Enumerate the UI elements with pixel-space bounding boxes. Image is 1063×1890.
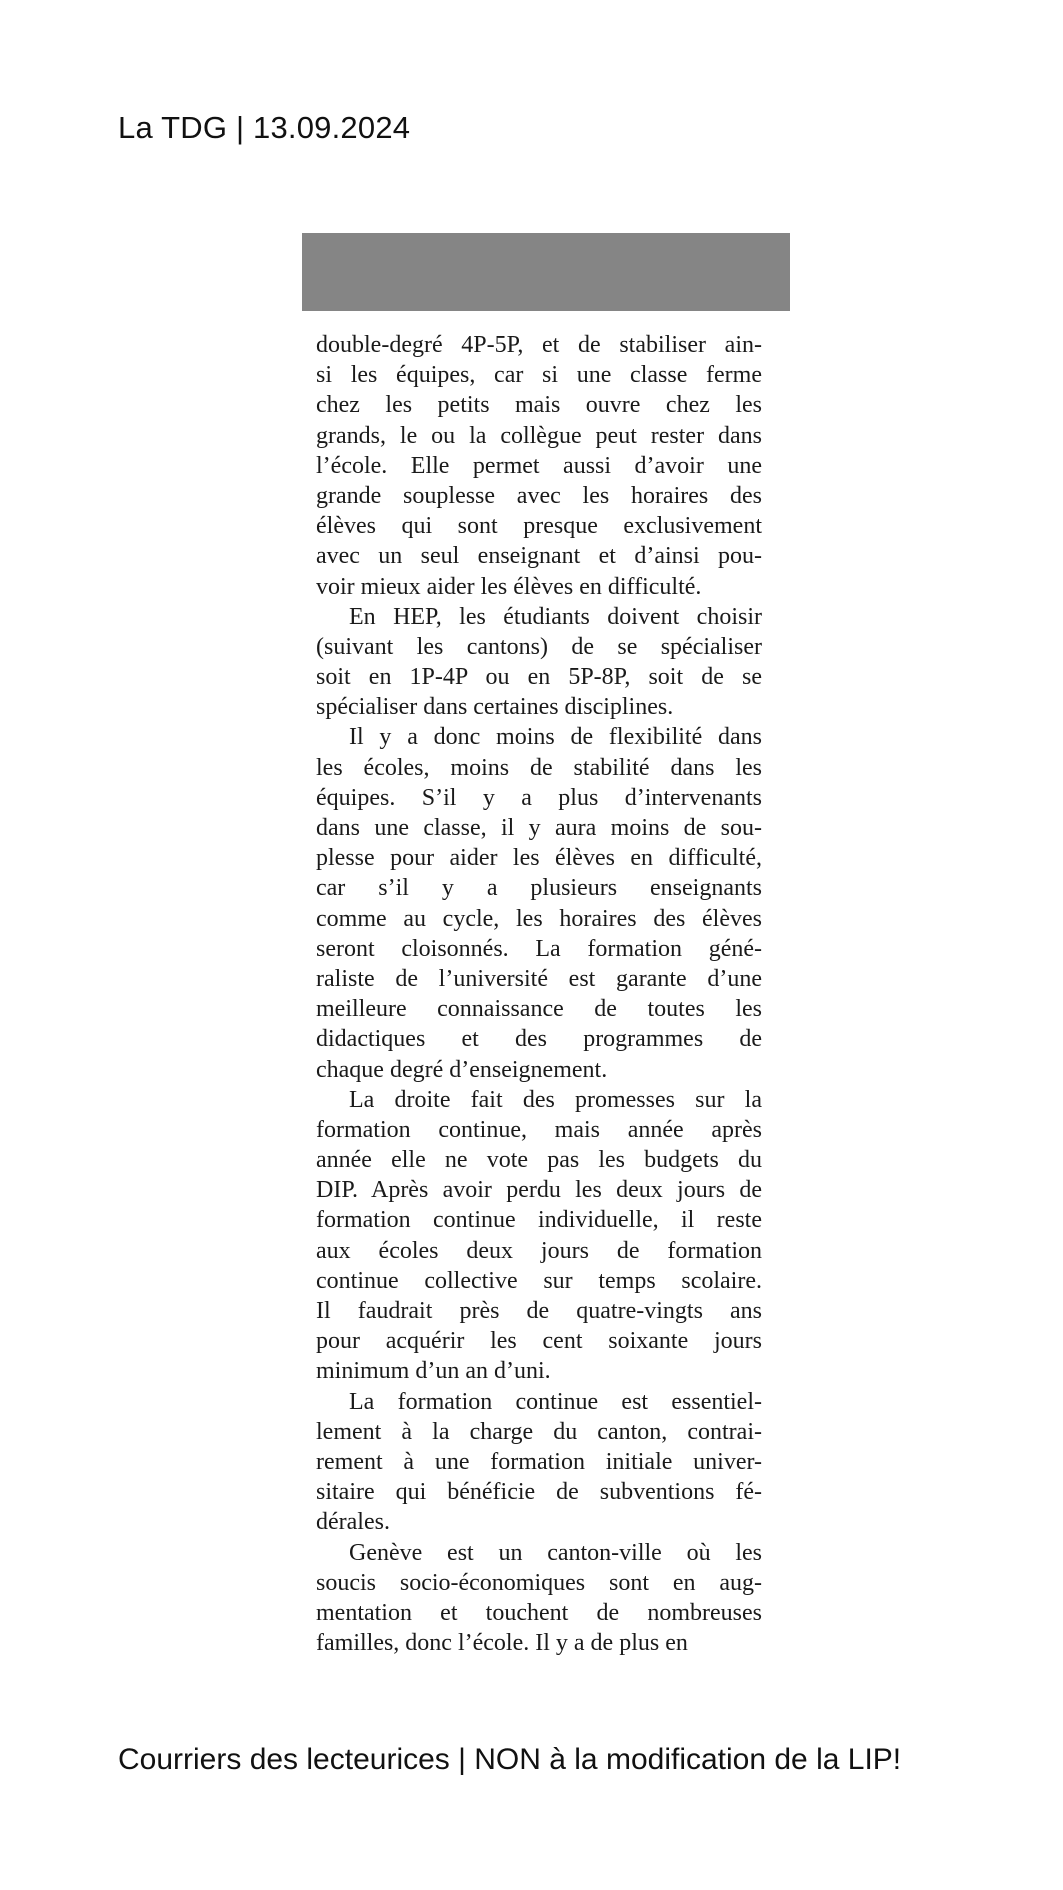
- article-line: comme au cycle, les horaires des élèves: [316, 905, 762, 932]
- article-column: [316, 330, 762, 1658]
- article-line: La formation continue est essentiel-: [349, 1388, 762, 1415]
- article-line: les écoles, moins de stabilité dans les: [316, 754, 762, 781]
- article-line: raliste de l’université est garante d’une: [316, 965, 762, 992]
- article-line: l’école. Elle permet aussi d’avoir une: [316, 452, 762, 479]
- article-line: voir mieux aider les élèves en difficulté.: [316, 573, 702, 600]
- article-line: pour acquérir les cent soixante jours: [316, 1328, 762, 1355]
- article-line: élèves qui sont presque exclusivement: [316, 513, 762, 540]
- article-line: dérales.: [316, 1509, 390, 1536]
- article-line: car s’il y a plusieurs enseignants: [316, 875, 762, 902]
- article-line: Il faudrait près de quatre-vingts ans: [316, 1298, 762, 1324]
- article-line: dans une classe, il y aura moins de sou-: [316, 815, 762, 841]
- article-line: (suivant les cantons) de se spécialiser: [316, 633, 762, 660]
- newspaper-clipping: [302, 233, 790, 1658]
- clipping-source-date: La TDG | 13.09.2024: [118, 110, 411, 145]
- article-line: spécialiser dans certaines disciplines.: [316, 694, 674, 721]
- article-line: lement à la charge du canton, contrai-: [316, 1418, 762, 1445]
- article-line: En HEP, les étudiants doivent choisir: [349, 603, 762, 630]
- article-line: grande souplesse avec les horaires des: [316, 482, 762, 509]
- redacted-header-bar: [302, 233, 790, 311]
- article-line: mentation et touchent de nombreuses: [316, 1599, 762, 1626]
- article-line: si les équipes, car si une classe ferme: [316, 362, 762, 389]
- article-line: double-degré 4P-5P, et de stabiliser ain-: [316, 332, 762, 358]
- article-line: familles, donc l’école. Il y a de plus en: [316, 1630, 688, 1657]
- clipping-caption: Courriers des lecteurices | NON à la modification de la LIP!: [118, 1743, 902, 1776]
- article-line: formation continue, mais année après: [316, 1116, 762, 1143]
- article-line: seront cloisonnés. La formation géné-: [316, 935, 762, 962]
- article-line: La droite fait des promesses sur la: [349, 1086, 762, 1113]
- article-line: formation continue individuelle, il reste: [316, 1207, 762, 1234]
- article-line: meilleure connaissance de toutes les: [316, 996, 762, 1023]
- article-line: plesse pour aider les élèves en difficulté,: [316, 845, 762, 872]
- article-line: rement à une formation initiale univer-: [316, 1448, 762, 1475]
- article-line: chaque degré d’enseignement.: [316, 1056, 608, 1083]
- article-line: année elle ne vote pas les budgets du: [316, 1147, 762, 1174]
- article-line: soucis socio-économiques sont en aug-: [316, 1569, 762, 1596]
- article-line: équipes. S’il y a plus d’intervenants: [316, 784, 762, 811]
- article-line: didactiques et des programmes de: [316, 1026, 762, 1053]
- article-line: grands, le ou la collègue peut rester dans: [316, 422, 762, 449]
- article-line: Genève est un canton-ville où les: [349, 1539, 762, 1566]
- article-line: chez les petits mais ouvre chez les: [316, 392, 762, 419]
- article-line: soit en 1P-4P ou en 5P-8P, soit de se: [316, 664, 762, 691]
- article-line: sitaire qui bénéficie de subventions fé-: [316, 1479, 762, 1506]
- article-line: avec un seul enseignant et d’ainsi pou-: [316, 543, 762, 570]
- article-line: minimum d’un an d’uni.: [316, 1358, 551, 1385]
- article-line: Il y a donc moins de flexibilité dans: [349, 724, 762, 751]
- article-line: DIP. Après avoir perdu les deux jours de: [316, 1177, 762, 1204]
- article-line: aux écoles deux jours de formation: [316, 1237, 762, 1264]
- article-line: continue collective sur temps scolaire.: [316, 1267, 762, 1294]
